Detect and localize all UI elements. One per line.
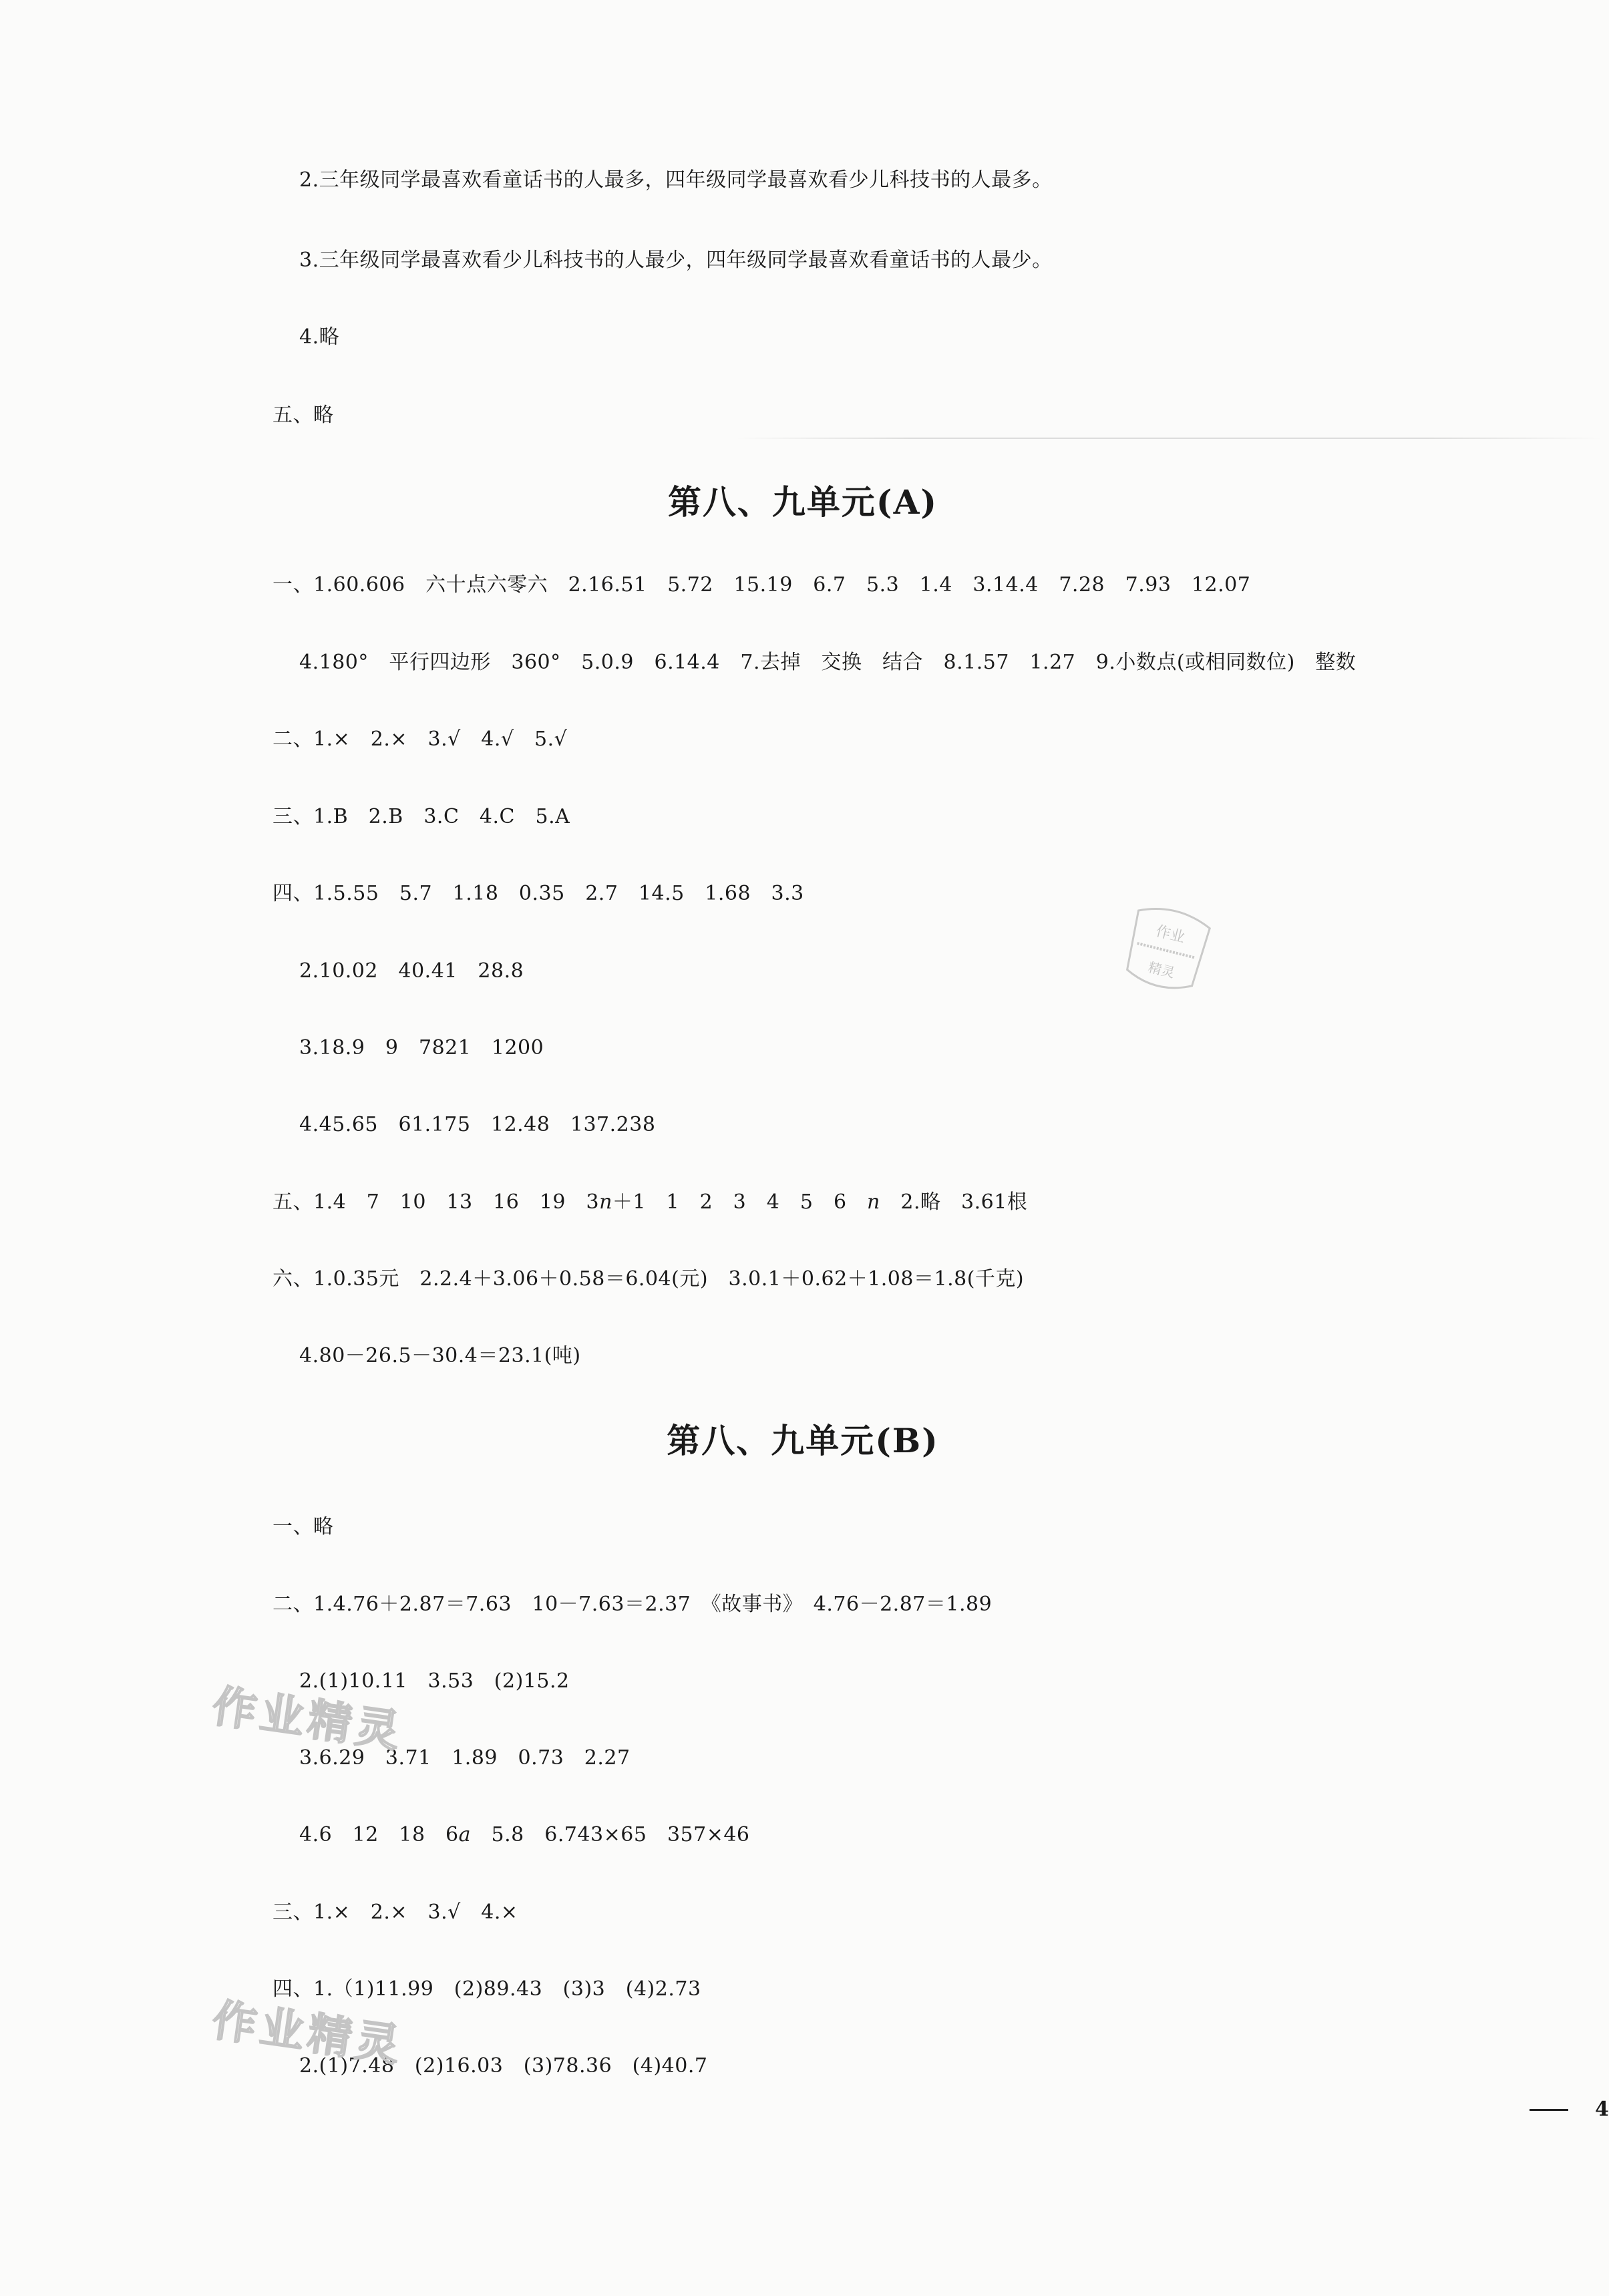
stamp-bottom-text: 精灵 <box>1146 959 1177 981</box>
answer-line: 2.(1)7.48 (2)16.03 (3)78.36 (4)40.7 <box>299 2054 708 2078</box>
answer-line: 六、1.0.35元 2.2.4＋3.06＋0.58＝6.04(元) 3.0.1＋0.62＋1.08＝1.8(千克) <box>273 1267 1025 1291</box>
variable-a: a <box>458 1823 472 1846</box>
answer-line: 4.80－26.5－30.4＝23.1(吨) <box>299 1344 581 1367</box>
answer-line: 3.三年级同学最喜欢看少儿科技书的人最少，四年级同学最喜欢看童话书的人最少。 <box>299 249 1053 272</box>
answer-line: 3.6.29 3.71 1.89 0.73 2.27 <box>299 1746 631 1770</box>
answer-line: 2.(1)10.11 3.53 (2)15.2 <box>299 1669 570 1693</box>
variable-n: n <box>867 1190 880 1214</box>
answer-line <box>299 1822 750 1848</box>
answer-line <box>273 1189 1027 1216</box>
answer-line: 二、1.× 2.× 3.√ 4.√ 5.√ <box>273 727 568 751</box>
answer-line: 2.10.02 40.41 28.8 <box>299 959 524 983</box>
answer-line: 2.三年级同学最喜欢看童话书的人最多，四年级同学最喜欢看少儿科技书的人最多。 <box>299 168 1053 192</box>
answer-line: 一、1.60.606 六十点六零六 2.16.51 5.72 15.19 6.7 5.3 1.4 3.14.4 7.28 7.93 12.07 <box>273 573 1251 597</box>
answer-text: 4.6 12 18 6 <box>299 1823 459 1846</box>
section-divider <box>735 438 1603 439</box>
answer-line: 二、1.4.76＋2.87＝7.63 10－7.63＝2.37 《故事书》 4.76－2.87＝1.89 <box>273 1593 993 1616</box>
answer-line: 3.18.9 9 7821 1200 <box>299 1036 544 1059</box>
section-title-b: 第八、九单元(B) <box>667 1421 939 1460</box>
answer-line: 五、略 <box>273 403 334 427</box>
answer-text: ＋1 1 2 3 4 5 6 <box>612 1190 868 1214</box>
answer-line: 4.180° 平行四边形 360° 5.0.9 6.14.4 7.去掉 交换 结合 8.1.57 1.27 9.小数点(或相同数位) 整数 <box>299 651 1357 674</box>
watermark-text: 作业精灵 <box>209 1680 407 1758</box>
stamp-top-text: 作业 <box>1153 923 1187 947</box>
answer-line: 四、1.（1)11.99 (2)89.43 (3)3 (4)2.73 <box>273 1977 701 2001</box>
section-title-a: 第八、九单元(A) <box>667 482 938 522</box>
answer-text: 2.略 3.61根 <box>880 1190 1028 1214</box>
answer-text: 5.8 6.743×65 357×46 <box>471 1823 750 1846</box>
answer-line: 四、1.5.55 5.7 1.18 0.35 2.7 14.5 1.68 3.3 <box>273 882 804 905</box>
answer-line: 4.略 <box>299 325 340 349</box>
watermark-text: 作业精灵 <box>209 1994 407 2072</box>
page-number-mark <box>1530 2109 1568 2111</box>
answer-line: 三、1.× 2.× 3.√ 4.× <box>273 1901 518 1924</box>
answer-line: 一、略 <box>273 1515 334 1538</box>
answer-line: 4.45.65 61.175 12.48 137.238 <box>299 1113 656 1136</box>
answer-text: 五、1.4 7 10 13 16 19 3 <box>273 1190 600 1214</box>
variable-n: n <box>599 1190 612 1214</box>
stamp-logo-icon <box>1106 888 1228 1009</box>
answer-line: 三、1.B 2.B 3.C 4.C 5.A <box>273 805 570 828</box>
page-number: 4 <box>1595 2098 1609 2121</box>
